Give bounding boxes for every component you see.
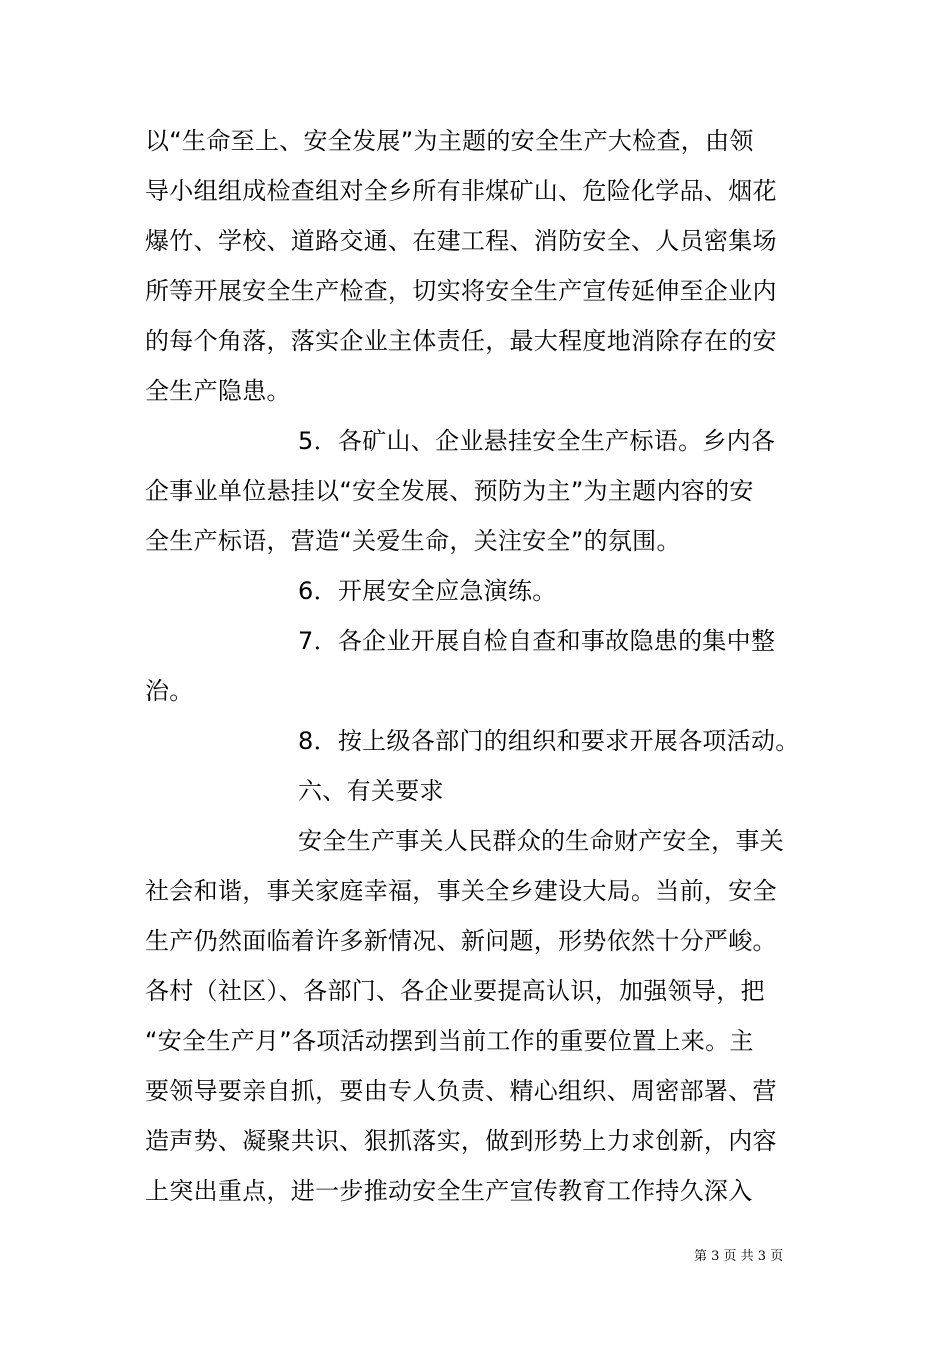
text-line: 以“生命至上、安全发展”为主题的安全生产大检查，由领 <box>145 127 754 155</box>
text-line: 的每个角落，落实企业主体责任，最大程度地消除存在的安 <box>145 327 777 355</box>
numbered-item-7: 7．各企业开展自检自查和事故隐患的集中整 <box>298 627 776 655</box>
text-line: 全生产隐患。 <box>145 377 291 405</box>
text-line: 社会和谐，事关家庭幸福，事关全乡建设大局。当前，安全 <box>145 877 777 905</box>
numbered-item-8: 8．按上级各部门的组织和要求开展各项活动。 <box>298 727 800 755</box>
section-heading: 六、有关要求 <box>298 777 444 805</box>
text-line: 企事业单位悬挂以“安全发展、预防为主”为主题内容的安 <box>145 477 754 505</box>
text-line: 爆竹、学校、道路交通、在建工程、消防安全、人员密集场 <box>145 227 777 255</box>
text-line: 所等开展安全生产检查，切实将安全生产宣传延伸至企业内 <box>145 277 777 305</box>
text-line: 生产仍然面临着许多新情况、新问题，形势依然十分严峻。 <box>145 927 777 955</box>
text-line: 上突出重点，进一步推动安全生产宣传教育工作持久深入 <box>145 1177 753 1205</box>
numbered-item-6: 6．开展安全应急演练。 <box>298 577 557 605</box>
paragraph-start: 安全生产事关人民群众的生命财产安全，事关 <box>298 827 784 855</box>
text-line: 各村（社区）、各部门、各企业要提高认识，加强领导，把 <box>145 977 765 1005</box>
text-line: 治。 <box>145 677 194 705</box>
numbered-item-5: 5．各矿山、企业悬挂安全生产标语。乡内各 <box>298 427 776 455</box>
page-number: 第 3 页 共 3 页 <box>694 1249 784 1264</box>
text-line: 导小组组成检查组对全乡所有非煤矿山、危险化学品、烟花 <box>145 177 777 205</box>
text-line: 全生产标语，营造“关爱生命，关注安全”的氛围。 <box>145 527 681 555</box>
text-line: 要领导要亲自抓，要由专人负责、精心组织、周密部署、营 <box>145 1077 777 1105</box>
text-line: 造声势、凝聚共识、狠抓落实，做到形势上力求创新，内容 <box>145 1127 777 1155</box>
text-line: “安全生产月”各项活动摆到当前工作的重要位置上来。主 <box>145 1027 754 1055</box>
